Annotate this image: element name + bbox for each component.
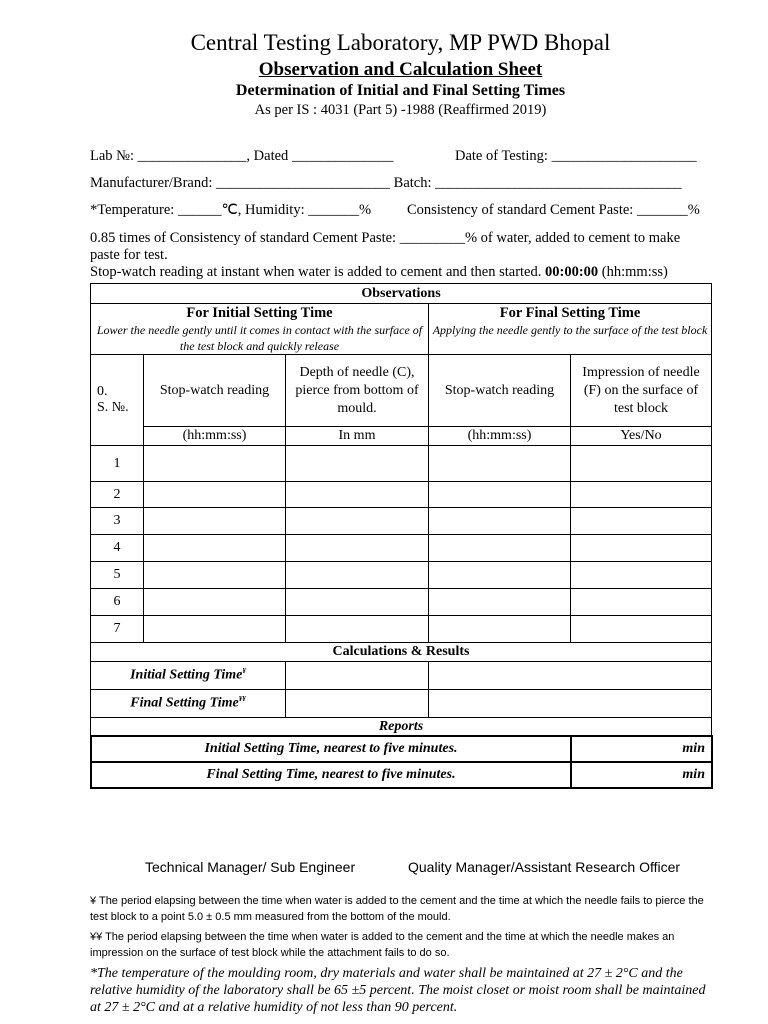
cell[interactable] [571, 482, 712, 508]
org-title: Central Testing Laboratory, MP PWD Bhopal [190, 30, 611, 55]
cell[interactable] [571, 535, 712, 562]
table-row [91, 508, 712, 535]
cell[interactable] [429, 562, 571, 589]
cell[interactable] [286, 482, 429, 508]
sno-top: 0. [97, 384, 108, 399]
cell[interactable] [144, 482, 286, 508]
stopwatch-prefix: Stop-watch reading at instant when water is added to cement and then started. [90, 264, 545, 280]
col-stopwatch-final: Stop-watch reading [429, 355, 571, 427]
manufacturer-field: Manufacturer/Brand: ________________________ Batch: __________________________________ [90, 175, 682, 191]
cell[interactable] [286, 562, 429, 589]
cell[interactable] [144, 616, 286, 643]
lab-no-field: Lab №: _______________, Dated ______________ [90, 148, 394, 164]
row-number: 5 [91, 562, 144, 589]
cell[interactable] [571, 562, 712, 589]
sno-label: S. №. [97, 400, 129, 415]
observations-header: Observations [91, 284, 712, 304]
report-final-label: Final Setting Time, nearest to five minutes. [91, 762, 571, 788]
report-final-unit[interactable]: min [571, 762, 712, 788]
row-number: 3 [91, 508, 144, 535]
row-number: 4 [91, 535, 144, 562]
initial-setting-note: Lower the needle gently until it comes in contact with the surface of the test block and quickly release [96, 323, 423, 353]
final-setting-title: For Final Setting Time [499, 305, 641, 321]
cell[interactable] [429, 616, 571, 643]
unit-yesno: Yes/No [571, 427, 712, 446]
sno-header [91, 355, 144, 446]
cell[interactable] [429, 446, 571, 482]
cell[interactable] [144, 589, 286, 616]
test-title: Determination of Initial and Final Setting Times [235, 82, 566, 99]
cell[interactable] [286, 616, 429, 643]
cell[interactable] [571, 508, 712, 535]
table-row [91, 482, 712, 508]
col-depth: Depth of needle (C), pierce from bottom of mould. [286, 355, 429, 427]
cell[interactable] [429, 508, 571, 535]
cell[interactable] [144, 562, 286, 589]
signature-technical-manager: Technical Manager/ Sub Engineer [145, 859, 356, 875]
sheet-title: Observation and Calculation Sheet [258, 59, 543, 80]
unit-mm: In mm [286, 427, 429, 446]
unit-time-final: (hh:mm:ss) [429, 427, 571, 446]
cell[interactable] [144, 535, 286, 562]
report-initial-unit[interactable]: min [571, 736, 712, 762]
cell[interactable] [429, 535, 571, 562]
table-row [91, 562, 712, 589]
table-row [91, 589, 712, 616]
col-impression: Impression of needle (F) on the surface of test block [571, 355, 712, 427]
final-result-cell-2[interactable] [429, 690, 712, 718]
initial-result-cell[interactable] [286, 662, 429, 690]
signature-quality-manager: Quality Manager/Assistant Research Officer [408, 859, 681, 875]
date-of-testing-field: Date of Testing: ____________________ [455, 148, 697, 164]
final-setting-header [429, 304, 712, 355]
report-initial-label: Initial Setting Time, nearest to five minutes. [91, 736, 571, 762]
cell[interactable] [571, 446, 712, 482]
unit-time-initial: (hh:mm:ss) [144, 427, 286, 446]
footnote-initial: ¥ The period elapsing between the time when water is added to the cement and the time at which the needle fails to pierce the test block to a point 5.0 ± 0.5 mm measured from the bottom of the mould. [90, 895, 704, 923]
final-setting-time-text: Final Setting Time [130, 695, 239, 711]
cell[interactable] [571, 589, 712, 616]
cell[interactable] [571, 616, 712, 643]
initial-footnote-mark: ¥ [242, 667, 246, 676]
cell[interactable] [429, 589, 571, 616]
consistency-field: Consistency of standard Cement Paste: _______% [407, 202, 700, 218]
standard-reference: As per IS : 4031 (Part 5) -1988 (Reaffirmed 2019) [254, 102, 547, 118]
temperature-field: *Temperature: ______℃, Humidity: _______% [90, 202, 372, 218]
row-number: 7 [91, 616, 144, 643]
table-row [91, 535, 712, 562]
cell[interactable] [286, 446, 429, 482]
cell[interactable] [429, 482, 571, 508]
observation-table [90, 283, 712, 737]
stopwatch-suffix: (hh:mm:ss) [598, 264, 668, 280]
final-result-cell[interactable] [286, 690, 429, 718]
footnote-temperature: *The temperature of the moulding room, dry materials and water shall be maintained at 27 ± 2°C and the relative humidity of the laboratory shall be 65 ±5 percent. The moist closet or moist room shall be maintained at 27 ± 2°C and at a relative humidity of not less than 90 percent. [90, 966, 706, 1015]
cell[interactable] [286, 589, 429, 616]
final-setting-time-label [91, 690, 286, 718]
initial-setting-title: For Initial Setting Time [186, 305, 333, 321]
stopwatch-value: 00:00:00 [545, 264, 599, 280]
row-number: 6 [91, 589, 144, 616]
initial-result-cell-2[interactable] [429, 662, 712, 690]
cell[interactable] [144, 446, 286, 482]
final-footnote-mark: ¥¥ [238, 695, 246, 704]
initial-setting-time-text: Initial Setting Time [130, 667, 243, 683]
cell[interactable] [144, 508, 286, 535]
row-number: 1 [91, 446, 144, 482]
reports-header: Reports [91, 718, 712, 737]
table-row [91, 446, 712, 482]
water-line: 0.85 times of Consistency of standard Cement Paste: _________% of water, added to cement to make paste for test. [90, 230, 681, 263]
final-setting-note: Applying the needle gently to the surface of the test block [432, 323, 708, 337]
table-row [91, 616, 712, 643]
stopwatch-line [90, 264, 711, 281]
initial-setting-time-label [91, 662, 286, 690]
initial-setting-header [91, 304, 429, 355]
reports-table [90, 735, 713, 789]
col-stopwatch-initial: Stop-watch reading [144, 355, 286, 427]
footnote-final: ¥¥ The period elapsing between the time when water is added to the cement and the time at which the needle makes an impression on the surface of test block while the attachment fails to do so. [90, 931, 675, 959]
calculations-header: Calculations & Results [91, 643, 712, 662]
cell[interactable] [286, 535, 429, 562]
cell[interactable] [286, 508, 429, 535]
row-number: 2 [91, 482, 144, 508]
